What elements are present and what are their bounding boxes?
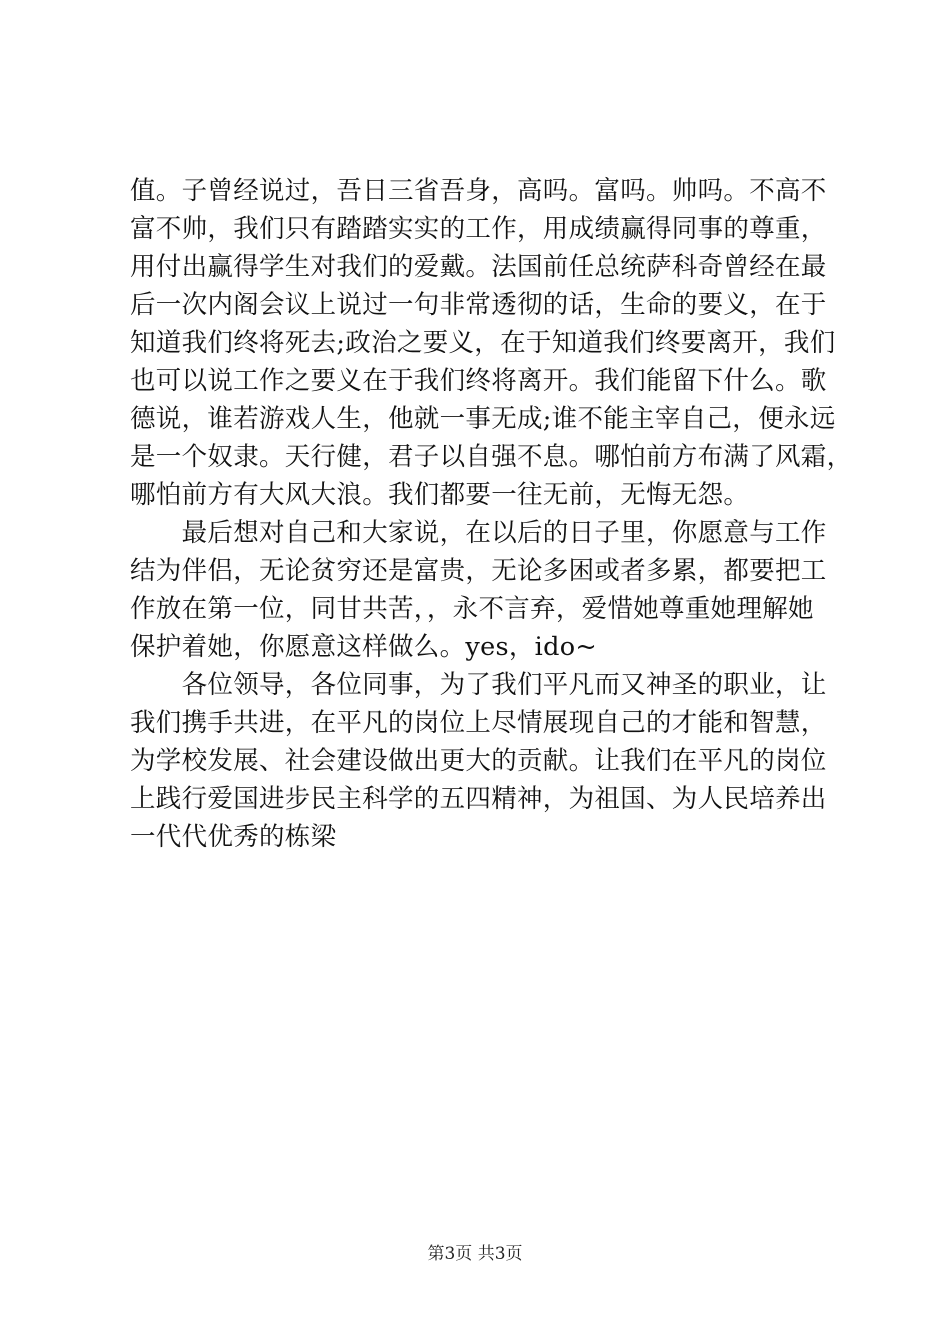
document-body [130, 172, 853, 856]
text-line: 哪怕前方有大风大浪。我们都要一往无前，无悔无怨。 [130, 480, 750, 510]
text-line: 是一个奴隶。天行健，君子以自强不息。哪怕前方布满了风霜， [130, 442, 853, 472]
text-line: 各位领导，各位同事，为了我们平凡而又神圣的职业，让 [130, 670, 827, 700]
text-line: 上践行爱国进步民主科学的五四精神，为祖国、为人民培养出 [130, 784, 827, 814]
text-line: 一代代优秀的栋梁 [130, 822, 337, 852]
text-line: 最后想对自己和大家说，在以后的日子里，你愿意与工作 [130, 518, 827, 548]
text-line: 也可以说工作之要义在于我们终将离开。我们能留下什么。歌 [130, 366, 827, 396]
text-line: 作放在第一位，同甘共苦，，永不言弃，爱惜她尊重她理解她 [130, 594, 814, 624]
text-line: 德说，谁若游戏人生，他就一事无成;谁不能主宰自己，便永远 [130, 404, 836, 434]
text-line: 知道我们终将死去;政治之要义，在于知道我们终要离开，我们 [130, 328, 836, 358]
text-line: 保护着她，你愿意这样做么。yes，ido~ [130, 632, 598, 662]
text-line: 结为伴侣，无论贫穷还是富贵，无论多困或者多累，都要把工 [130, 556, 827, 586]
text-line: 值。子曾经说过，吾日三省吾身，高吗。富吗。帅吗。不高不 [130, 176, 827, 206]
text-line: 富不帅，我们只有踏踏实实的工作，用成绩赢得同事的尊重， [130, 214, 827, 244]
text-line: 为学校发展、社会建设做出更大的贡献。让我们在平凡的岗位 [130, 746, 827, 776]
text-line: 我们携手共进，在平凡的岗位上尽情展现自己的才能和智慧， [130, 708, 827, 738]
text-line: 后一次内阁会议上说过一句非常透彻的话，生命的要义，在于 [130, 290, 827, 320]
text-line: 用付出赢得学生对我们的爱戴。法国前任总统萨科奇曾经在最 [130, 252, 827, 282]
page-footer: 第3页 共3页 [427, 1244, 523, 1264]
